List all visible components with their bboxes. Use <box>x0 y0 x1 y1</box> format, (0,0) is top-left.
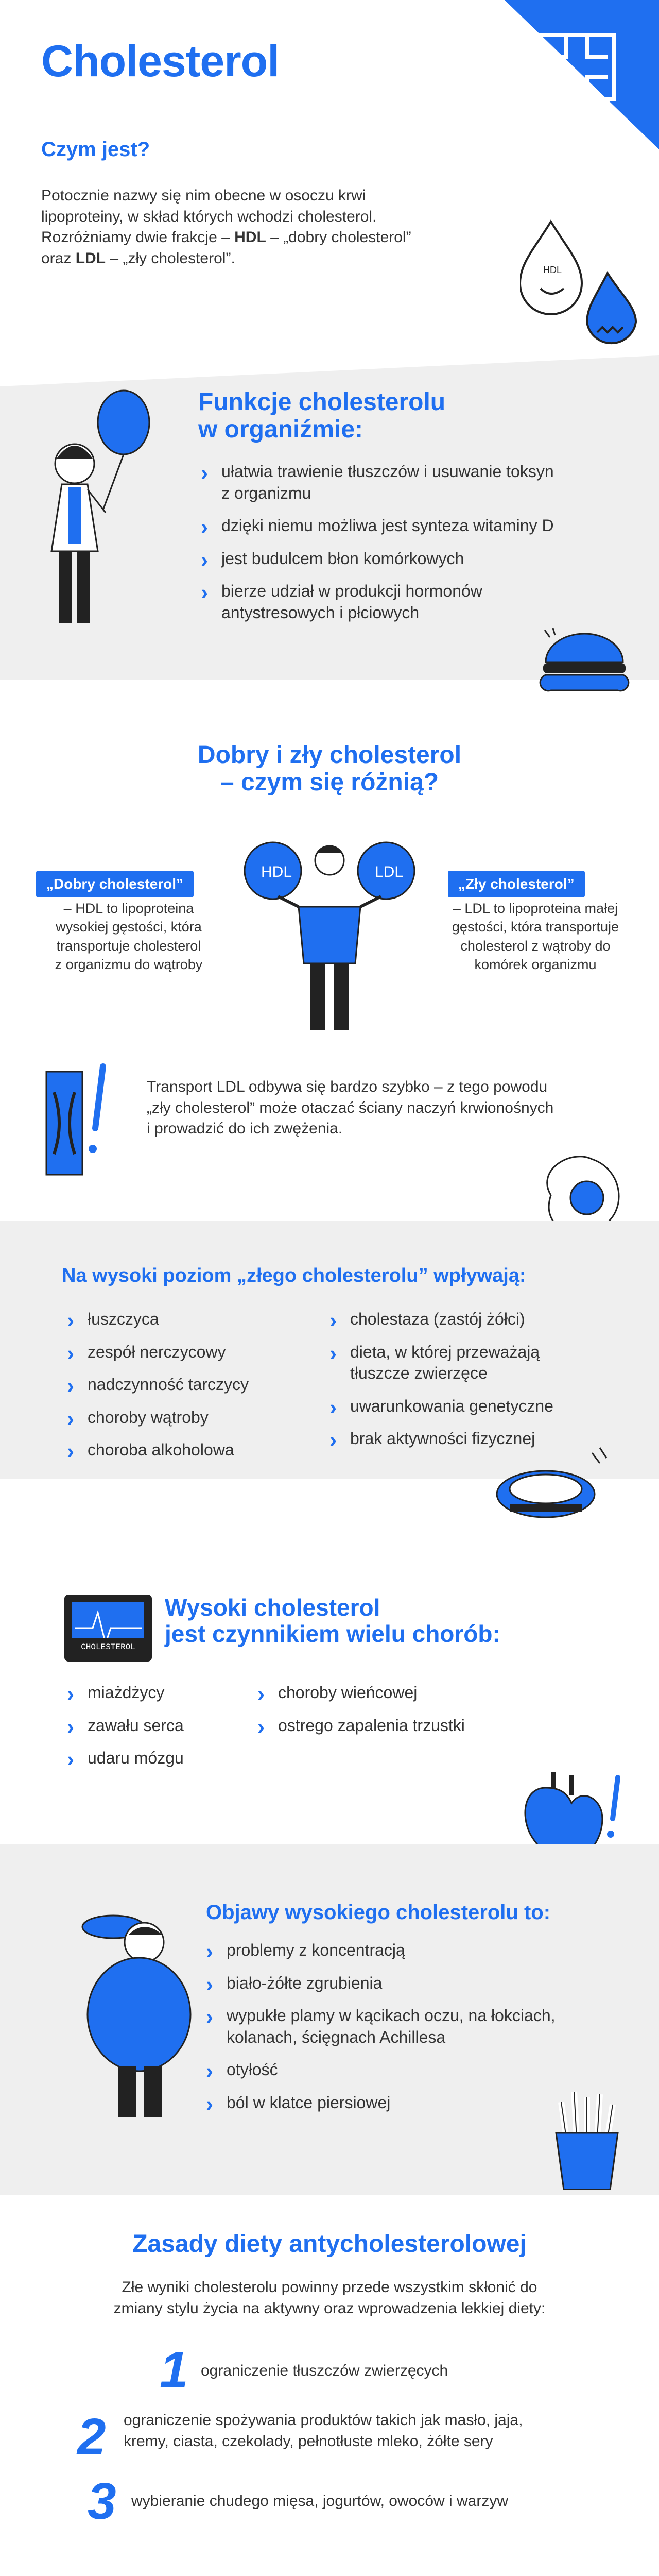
hdl-ball-label: HDL <box>261 863 292 880</box>
list-item: › dzięki niemu możliwa jest synteza witaminy D <box>201 515 623 537</box>
diet-rule: ograniczenie tłuszczów zwierzęcych <box>201 2362 448 2379</box>
fries-illustration <box>546 2087 628 2190</box>
list-item: › choroba alkoholowa <box>67 1439 309 1461</box>
good-cholesterol-pill: „Dobry cholesterol” <box>36 871 194 897</box>
hdl-drop-label: HDL <box>543 265 562 275</box>
good-bad-heading: Dobry i zły cholesterol – czym się różnią? <box>197 741 462 796</box>
intro-heading: Czym jest? <box>41 138 150 161</box>
diet-rule: wybieranie chudego mięsa, jogurtów, owoców i warzyw <box>131 2493 509 2510</box>
functions-list <box>201 461 623 635</box>
certus-logo[interactable] <box>535 31 618 113</box>
overweight-man-illustration <box>67 1906 196 2123</box>
list-item: › brak aktywności fizycznej <box>330 1428 618 1450</box>
list-item: › ból w klatce piersiowej <box>206 2092 597 2114</box>
bad-cholesterol-text: – LDL to lipoproteina małej gęstości, która transportuje cholesterol z wątroby do komórek organizmu <box>452 901 619 973</box>
high-ldl-heading: Na wysoki poziom „złego cholesterolu” wpływają: <box>62 1265 526 1286</box>
list-item: › zespół nerczycowy <box>67 1342 309 1363</box>
list-item: › udaru mózgu <box>67 1748 263 1769</box>
page-title: Cholesterol <box>41 37 280 86</box>
list-item: › otyłość <box>206 2059 597 2081</box>
diet-intro: Złe wyniki cholesterolu powinny przede wszystkim skłonić do zmiany stylu życia na aktywny oraz wprowadzenia lekkiej diety: <box>113 2279 546 2317</box>
list-item: › problemy z koncentracją <box>206 1940 597 1961</box>
list-item: › bierze udział w produkcji hormonów antystresowych i płciowych <box>201 581 623 623</box>
list-item: › jest budulcem błon komórkowych <box>201 548 623 570</box>
diseases-left-list <box>67 1682 263 1781</box>
list-item: › łuszczyca <box>67 1309 309 1330</box>
rule-number: 1 <box>160 2341 188 2399</box>
list-item: › dieta, w której przeważają tłuszcze zwierzęce <box>330 1342 618 1384</box>
list-item: › ostrego zapalenia trzustki <box>257 1715 546 1737</box>
doctor-with-balloon-illustration <box>26 381 170 639</box>
fish-illustration <box>62 2571 597 2576</box>
list-item: › ułatwia trawienie tłuszczów i usuwanie toksyn z organizmu <box>201 461 623 504</box>
diet-rule: ograniczenie spożywania produktów takich jak masło, jaja, kremy, ciasta, czekolady, pełnotłuste mleko, żółte sery <box>124 2412 523 2450</box>
symptoms-heading: Objawy wysokiego cholesterolu to: <box>206 1901 551 1924</box>
diseases-right-list <box>257 1682 546 1748</box>
high-ldl-right-list <box>330 1309 618 1461</box>
list-item: › wypukłe plamy w kącikach oczu, na łokciach, kolanach, ścięgnach Achillesa <box>206 2005 597 2048</box>
rule-number: 2 <box>77 2408 106 2466</box>
certus-logo-icon <box>535 31 618 103</box>
list-item: › miażdżycy <box>67 1682 263 1704</box>
scale-illustration <box>489 1443 613 1530</box>
blood-vessel-illustration <box>41 1061 124 1185</box>
list-item: › biało-żółte zgrubienia <box>206 1973 597 1994</box>
certus-logo-text: CERTUS <box>548 102 605 115</box>
list-item: › choroby wątroby <box>67 1407 309 1429</box>
monitor-screen-text: CHOLESTEROL <box>81 1642 135 1652</box>
man-juggling-hdl-ldl-illustration <box>242 829 417 1036</box>
high-ldl-left-list <box>67 1309 309 1472</box>
cholesterol-monitor-illustration <box>62 1592 154 1664</box>
rule-number: 3 <box>88 2472 116 2530</box>
good-cholesterol-text: – HDL to lipoproteina wysokiej gęstości, która transportuje cholesterol z organizmu do wątroby <box>55 901 203 973</box>
burger-illustration <box>535 626 633 698</box>
transport-text: Transport LDL odbywa się bardzo szybko – z tego powodu „zły cholesterol” może otaczać ściany naczyń krwionośnych i prowadzić do ich zwężenia. <box>147 1078 554 1137</box>
list-item: › uwarunkowania genetyczne <box>330 1396 618 1417</box>
intro-text: Potocznie nazwy się nim obecne w osoczu krwi lipoproteiny, w skład których wchodzi cholesterol. Rozróżniamy dwie frakcje – HDL – „dobry cholesterol” oraz LDL – „zły cholesterol”. <box>41 187 411 267</box>
diseases-heading: Wysoki cholesterol jest czynnikiem wielu chorób: <box>165 1594 500 1647</box>
bad-cholesterol-pill: „Zły cholesterol” <box>448 871 585 897</box>
diet-heading: Zasady diety antycholesterolowej <box>132 2230 527 2258</box>
list-item: › zawału serca <box>67 1715 263 1737</box>
ldl-ball-label: LDL <box>375 863 404 880</box>
functions-heading: Funkcje cholesterolu w organiźmie: <box>198 388 446 443</box>
symptoms-list <box>206 1940 597 2125</box>
list-item: › cholestaza (zastój żółci) <box>330 1309 618 1330</box>
cholesterol-drops-illustration <box>520 216 644 361</box>
list-item: › choroby wieńcowej <box>257 1682 546 1704</box>
list-item: › nadczynność tarczycy <box>67 1374 309 1396</box>
